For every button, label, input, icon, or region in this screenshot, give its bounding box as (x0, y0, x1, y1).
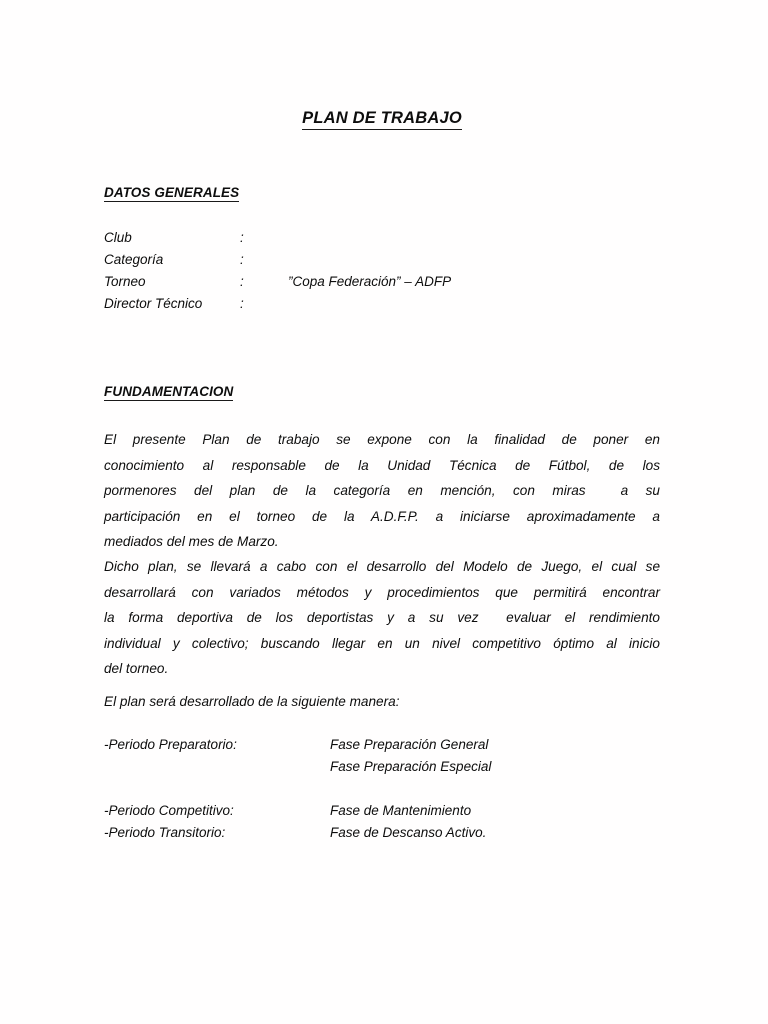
paragraph-fundamentacion-2 (104, 554, 660, 682)
period-list-spacer (104, 781, 660, 803)
field-label-director-tecnico: Director Técnico (104, 296, 203, 311)
field-colon-torneo: : (240, 274, 244, 289)
period-phase-preparacion-general: Fase Preparación General (330, 737, 489, 752)
field-label-categoria: Categoría (104, 252, 164, 267)
section-heading-fundamentacion (104, 384, 233, 401)
paragraph-fundamentacion-1 (104, 427, 660, 555)
paragraph-line: la forma deportiva de los deportistas y a su vez evaluar el rendimiento (104, 610, 660, 626)
paragraph-line: pormenores del plan de la categoría en mención, con miras a su (104, 483, 660, 499)
periodos-list (104, 737, 660, 847)
paragraph-line: desarrollará con variados métodos y procedimientos que permitirá encontrar (104, 584, 660, 600)
period-row-preparatorio (104, 737, 660, 759)
section-heading-fundamentacion-text: FUNDAMENTACION (104, 384, 234, 399)
field-row-director-tecnico (104, 296, 660, 318)
paragraph-line: mediados del mes de Marzo. (104, 534, 279, 550)
paragraph-fundamentacion-3: El plan será desarrollado de la siguiente manera: (104, 694, 400, 709)
paragraph-line: conocimiento al responsable de la Unidad Técnica de Fútbol, de los (104, 457, 660, 473)
paragraph-line: del torneo. (104, 661, 169, 677)
field-row-club (104, 230, 660, 252)
paragraph-line: El presente Plan de trabajo se expone con la finalidad de poner en (104, 432, 660, 447)
section-heading-datos-generales-text: DATOS GENERALES (104, 185, 240, 200)
field-row-categoria (104, 252, 660, 274)
period-row-preparatorio-secondary (104, 759, 660, 781)
field-colon-categoria: : (240, 252, 244, 267)
paragraph-line: participación en el torneo de la A.D.F.P. a iniciarse aproximadamente a (104, 508, 660, 524)
page-title-text: PLAN DE TRABAJO (302, 109, 462, 130)
field-label-club: Club (104, 230, 132, 245)
field-value-torneo[interactable]: ”Copa Federación” – ADFP (288, 274, 452, 289)
period-row-transitorio (104, 825, 660, 847)
datos-generales-field-list (104, 230, 660, 318)
period-phase-descanso-activo: Fase de Descanso Activo. (330, 825, 487, 840)
paragraph-line: individual y colectivo; buscando llegar en un nivel competitivo óptimo al inicio (104, 635, 660, 651)
period-label-competitivo: -Periodo Competitivo: (104, 803, 234, 818)
paragraph-line: Dicho plan, se llevará a cabo con el desarrollo del Modelo de Juego, el cual se (104, 559, 660, 574)
field-row-torneo (104, 274, 660, 296)
period-phase-mantenimiento: Fase de Mantenimiento (330, 803, 472, 818)
section-heading-datos-generales (104, 185, 239, 202)
period-label-transitorio: -Periodo Transitorio: (104, 825, 226, 840)
field-colon-director-tecnico: : (240, 296, 244, 311)
page-title (104, 109, 660, 130)
field-colon-club: : (240, 230, 244, 245)
period-row-competitivo (104, 803, 660, 825)
period-label-preparatorio: -Periodo Preparatorio: (104, 737, 237, 752)
field-label-torneo: Torneo (104, 274, 146, 289)
period-phase-preparacion-especial: Fase Preparación Especial (330, 759, 492, 774)
